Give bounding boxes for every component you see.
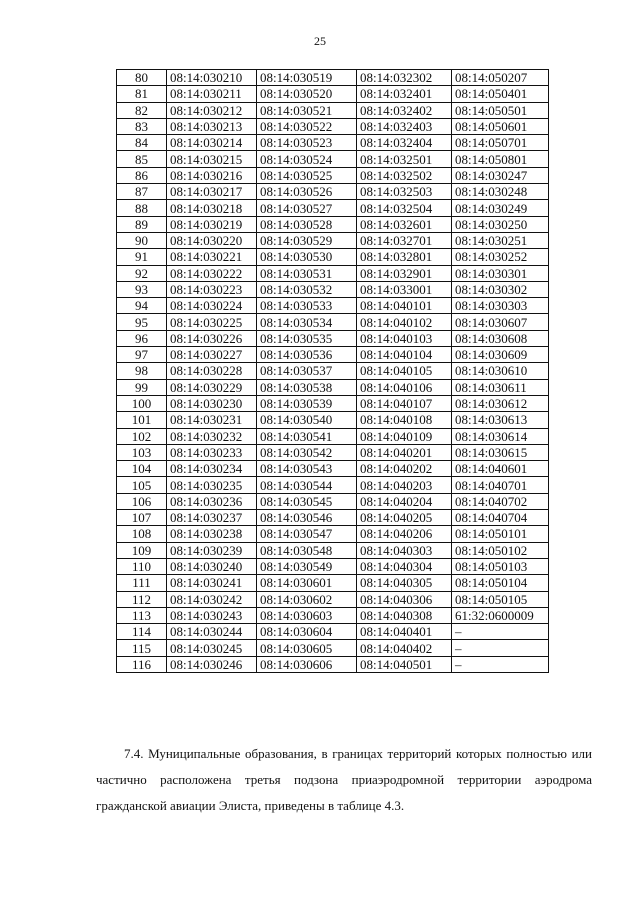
cadastral-cell: 08:14:030212 (167, 102, 257, 118)
cadastral-cell: 08:14:030243 (167, 607, 257, 623)
cadastral-cell: 08:14:030540 (257, 412, 357, 428)
cadastral-cell: 08:14:030545 (257, 493, 357, 509)
table-row (117, 526, 549, 542)
cadastral-cell: 08:14:030247 (452, 167, 549, 183)
table-row (117, 412, 549, 428)
row-number-cell: 107 (117, 510, 167, 526)
table-row (117, 395, 549, 411)
cadastral-cell: 08:14:030239 (167, 542, 257, 558)
cadastral-cell: 08:14:040701 (452, 477, 549, 493)
cadastral-cell: 08:14:032402 (357, 102, 452, 118)
cadastral-cell: 08:14:030607 (452, 314, 549, 330)
cadastral-cell: 08:14:030223 (167, 281, 257, 297)
table-row (117, 167, 549, 183)
cadastral-cell: – (452, 624, 549, 640)
cadastral-cell: 08:14:050102 (452, 542, 549, 558)
cadastral-cell: 08:14:030615 (452, 444, 549, 460)
cadastral-cell: 08:14:030538 (257, 379, 357, 395)
cadastral-cell: 08:14:032502 (357, 167, 452, 183)
cadastral-cell: 08:14:030245 (167, 640, 257, 656)
cadastral-cell: 08:14:032404 (357, 135, 452, 151)
row-number-cell: 98 (117, 363, 167, 379)
cadastral-cell: – (452, 640, 549, 656)
table-row (117, 200, 549, 216)
cadastral-cell: 08:14:033001 (357, 281, 452, 297)
cadastral-cell: 08:14:030248 (452, 184, 549, 200)
table-row (117, 591, 549, 607)
cadastral-cell: 08:14:030601 (257, 575, 357, 591)
cadastral-cell: 08:14:040104 (357, 347, 452, 363)
cadastral-cell: 08:14:030613 (452, 412, 549, 428)
row-number-cell: 113 (117, 607, 167, 623)
cadastral-cell: 08:14:030232 (167, 428, 257, 444)
cadastral-cell: 08:14:040303 (357, 542, 452, 558)
cadastral-cell: 08:14:030301 (452, 265, 549, 281)
cadastral-cell: 08:14:030214 (167, 135, 257, 151)
cadastral-cell: 08:14:030228 (167, 363, 257, 379)
cadastral-cell: 08:14:030213 (167, 118, 257, 134)
cadastral-cell: 08:14:032801 (357, 249, 452, 265)
cadastral-cell: 08:14:030605 (257, 640, 357, 656)
row-number-cell: 101 (117, 412, 167, 428)
table-row (117, 493, 549, 509)
row-number-cell: 82 (117, 102, 167, 118)
table-row (117, 314, 549, 330)
row-number-cell: 81 (117, 86, 167, 102)
cadastral-cell: 08:14:050207 (452, 70, 549, 86)
cadastral-cell: 08:14:030608 (452, 330, 549, 346)
cadastral-cell: 08:14:030602 (257, 591, 357, 607)
row-number-cell: 97 (117, 347, 167, 363)
cadastral-cell: 08:14:040402 (357, 640, 452, 656)
cadastral-cell: 08:14:030610 (452, 363, 549, 379)
cadastral-cell: 08:14:032601 (357, 216, 452, 232)
cadastral-cell: 08:14:030537 (257, 363, 357, 379)
cadastral-cell: 08:14:030237 (167, 510, 257, 526)
cadastral-cell: 08:14:030548 (257, 542, 357, 558)
row-number-cell: 83 (117, 118, 167, 134)
table-row (117, 102, 549, 118)
cadastral-cell: 08:14:040305 (357, 575, 452, 591)
row-number-cell: 114 (117, 624, 167, 640)
table-row (117, 379, 549, 395)
cadastral-cell: 08:14:030547 (257, 526, 357, 542)
cadastral-cell: 08:14:032501 (357, 151, 452, 167)
cadastral-cell: 08:14:030604 (257, 624, 357, 640)
cadastral-cell: 08:14:050501 (452, 102, 549, 118)
cadastral-cell: 08:14:040203 (357, 477, 452, 493)
cadastral-cell: 08:14:030231 (167, 412, 257, 428)
table-row (117, 298, 549, 314)
cadastral-cell: 08:14:040501 (357, 656, 452, 672)
cadastral-cell: 08:14:030215 (167, 151, 257, 167)
cadastral-cell: 08:14:040108 (357, 412, 452, 428)
cadastral-cell: 08:14:030609 (452, 347, 549, 363)
cadastral-cell: 08:14:030230 (167, 395, 257, 411)
table-row (117, 232, 549, 248)
cadastral-cell: 08:14:030211 (167, 86, 257, 102)
table-row (117, 510, 549, 526)
cadastral-cell: 08:14:030225 (167, 314, 257, 330)
table-row (117, 624, 549, 640)
cadastral-cell: 08:14:030216 (167, 167, 257, 183)
cadastral-cell: 08:14:030227 (167, 347, 257, 363)
cadastral-cell: 08:14:040101 (357, 298, 452, 314)
table-row (117, 151, 549, 167)
page-number: 25 (314, 34, 326, 48)
table-row (117, 542, 549, 558)
cadastral-cell: 08:14:030535 (257, 330, 357, 346)
table-row (117, 265, 549, 281)
cadastral-cell: 08:14:030532 (257, 281, 357, 297)
cadastral-cell: 08:14:040202 (357, 461, 452, 477)
cadastral-cell: 08:14:030220 (167, 232, 257, 248)
cadastral-cell: 08:14:030526 (257, 184, 357, 200)
row-number-cell: 92 (117, 265, 167, 281)
row-number-cell: 110 (117, 558, 167, 574)
row-number-cell: 115 (117, 640, 167, 656)
cadastral-cell: 08:14:030233 (167, 444, 257, 460)
cadastral-cell: 08:14:030302 (452, 281, 549, 297)
cadastral-cell: 08:14:030528 (257, 216, 357, 232)
row-number-cell: 91 (117, 249, 167, 265)
table-row (117, 281, 549, 297)
cadastral-cell: 08:14:030614 (452, 428, 549, 444)
cadastral-cell: 08:14:030250 (452, 216, 549, 232)
table-row (117, 249, 549, 265)
cadastral-cell: 08:14:040107 (357, 395, 452, 411)
cadastral-cell: 08:14:030222 (167, 265, 257, 281)
cadastral-cell: 08:14:030603 (257, 607, 357, 623)
table-row (117, 656, 549, 672)
row-number-cell: 106 (117, 493, 167, 509)
cadastral-cell: 08:14:040601 (452, 461, 549, 477)
row-number-cell: 88 (117, 200, 167, 216)
table-row (117, 558, 549, 574)
row-number-cell: 84 (117, 135, 167, 151)
cadastral-cell: 08:14:030241 (167, 575, 257, 591)
cadastral-cell: 08:14:030252 (452, 249, 549, 265)
table-row (117, 135, 549, 151)
cadastral-cell: 08:14:030229 (167, 379, 257, 395)
cadastral-cell: 08:14:030217 (167, 184, 257, 200)
row-number-cell: 102 (117, 428, 167, 444)
cadastral-cell: 08:14:050104 (452, 575, 549, 591)
cadastral-cell: 08:14:030238 (167, 526, 257, 542)
table-row (117, 444, 549, 460)
row-number-cell: 116 (117, 656, 167, 672)
cadastral-cell: 61:32:0600009 (452, 607, 549, 623)
cadastral-cell: 08:14:040704 (452, 510, 549, 526)
cadastral-table (116, 69, 549, 673)
cadastral-cell: 08:14:030242 (167, 591, 257, 607)
table-row (117, 640, 549, 656)
cadastral-cell: 08:14:040106 (357, 379, 452, 395)
table-row (117, 428, 549, 444)
cadastral-cell: 08:14:030541 (257, 428, 357, 444)
cadastral-cell: 08:14:030251 (452, 232, 549, 248)
row-number-cell: 112 (117, 591, 167, 607)
row-number-cell: 103 (117, 444, 167, 460)
cadastral-cell: 08:14:030534 (257, 314, 357, 330)
table-body (117, 70, 549, 673)
cadastral-cell: 08:14:030249 (452, 200, 549, 216)
row-number-cell: 105 (117, 477, 167, 493)
cadastral-cell: 08:14:030524 (257, 151, 357, 167)
cadastral-cell: 08:14:030236 (167, 493, 257, 509)
cadastral-cell: 08:14:030522 (257, 118, 357, 134)
cadastral-cell: 08:14:040105 (357, 363, 452, 379)
cadastral-cell: 08:14:030235 (167, 477, 257, 493)
cadastral-cell: 08:14:040103 (357, 330, 452, 346)
table-row (117, 461, 549, 477)
cadastral-cell: 08:14:032403 (357, 118, 452, 134)
row-number-cell: 93 (117, 281, 167, 297)
cadastral-cell: 08:14:030546 (257, 510, 357, 526)
row-number-cell: 104 (117, 461, 167, 477)
table-row (117, 330, 549, 346)
cadastral-cell: 08:14:040702 (452, 493, 549, 509)
row-number-cell: 90 (117, 232, 167, 248)
cadastral-cell: 08:14:032302 (357, 70, 452, 86)
cadastral-cell: 08:14:050105 (452, 591, 549, 607)
row-number-cell: 96 (117, 330, 167, 346)
cadastral-cell: 08:14:030544 (257, 477, 357, 493)
row-number-cell: 94 (117, 298, 167, 314)
cadastral-cell: 08:14:030527 (257, 200, 357, 216)
cadastral-cell: 08:14:030303 (452, 298, 549, 314)
cadastral-cell: 08:14:040304 (357, 558, 452, 574)
cadastral-cell: 08:14:030549 (257, 558, 357, 574)
row-number-cell: 87 (117, 184, 167, 200)
cadastral-cell: 08:14:032401 (357, 86, 452, 102)
cadastral-cell: 08:14:032504 (357, 200, 452, 216)
row-number-cell: 95 (117, 314, 167, 330)
cadastral-cell: 08:14:030520 (257, 86, 357, 102)
row-number-cell: 100 (117, 395, 167, 411)
cadastral-cell: 08:14:032503 (357, 184, 452, 200)
cadastral-cell: 08:14:030539 (257, 395, 357, 411)
cadastral-cell: 08:14:030246 (167, 656, 257, 672)
cadastral-cell: 08:14:040205 (357, 510, 452, 526)
cadastral-cell: 08:14:030240 (167, 558, 257, 574)
cadastral-cell: 08:14:030542 (257, 444, 357, 460)
cadastral-cell: 08:14:040204 (357, 493, 452, 509)
cadastral-cell: 08:14:050401 (452, 86, 549, 102)
row-number-cell: 111 (117, 575, 167, 591)
cadastral-cell: 08:14:030221 (167, 249, 257, 265)
cadastral-cell: – (452, 656, 549, 672)
cadastral-cell: 08:14:050101 (452, 526, 549, 542)
cadastral-cell: 08:14:030531 (257, 265, 357, 281)
cadastral-cell: 08:14:030612 (452, 395, 549, 411)
cadastral-cell: 08:14:030218 (167, 200, 257, 216)
table-row (117, 477, 549, 493)
cadastral-cell: 08:14:040308 (357, 607, 452, 623)
cadastral-cell: 08:14:032701 (357, 232, 452, 248)
table-row (117, 363, 549, 379)
table-row (117, 347, 549, 363)
table-row (117, 575, 549, 591)
cadastral-cell: 08:14:030611 (452, 379, 549, 395)
cadastral-cell: 08:14:030529 (257, 232, 357, 248)
cadastral-cell: 08:14:030525 (257, 167, 357, 183)
cadastral-cell: 08:14:030543 (257, 461, 357, 477)
cadastral-cell: 08:14:050701 (452, 135, 549, 151)
cadastral-cell: 08:14:030234 (167, 461, 257, 477)
cadastral-cell: 08:14:040206 (357, 526, 452, 542)
cadastral-cell: 08:14:050801 (452, 151, 549, 167)
cadastral-cell: 08:14:030533 (257, 298, 357, 314)
cadastral-cell: 08:14:030244 (167, 624, 257, 640)
cadastral-cell: 08:14:030210 (167, 70, 257, 86)
cadastral-cell: 08:14:030224 (167, 298, 257, 314)
table-row (117, 70, 549, 86)
section-paragraph: 7.4. Муниципальные образования, в границах территорий которых полностью или частично расположена третья подзона приаэродромной территории аэродрома гражданской авиации Элиста, приведены в таблице 4.3. (96, 746, 592, 813)
row-number-cell: 109 (117, 542, 167, 558)
cadastral-cell: 08:14:030521 (257, 102, 357, 118)
table-row (117, 86, 549, 102)
table-row (117, 118, 549, 134)
row-number-cell: 108 (117, 526, 167, 542)
row-number-cell: 85 (117, 151, 167, 167)
cadastral-cell: 08:14:040109 (357, 428, 452, 444)
cadastral-cell: 08:14:032901 (357, 265, 452, 281)
row-number-cell: 89 (117, 216, 167, 232)
cadastral-cell: 08:14:030519 (257, 70, 357, 86)
cadastral-cell: 08:14:040201 (357, 444, 452, 460)
cadastral-cell: 08:14:040401 (357, 624, 452, 640)
cadastral-cell: 08:14:040306 (357, 591, 452, 607)
row-number-cell: 80 (117, 70, 167, 86)
table-row (117, 184, 549, 200)
cadastral-cell: 08:14:030536 (257, 347, 357, 363)
cadastral-cell: 08:14:050601 (452, 118, 549, 134)
cadastral-cell: 08:14:040102 (357, 314, 452, 330)
table-row (117, 607, 549, 623)
cadastral-cell: 08:14:030606 (257, 656, 357, 672)
cadastral-cell: 08:14:030523 (257, 135, 357, 151)
row-number-cell: 86 (117, 167, 167, 183)
cadastral-cell: 08:14:030226 (167, 330, 257, 346)
cadastral-cell: 08:14:030219 (167, 216, 257, 232)
cadastral-cell: 08:14:030530 (257, 249, 357, 265)
table-row (117, 216, 549, 232)
cadastral-cell: 08:14:050103 (452, 558, 549, 574)
row-number-cell: 99 (117, 379, 167, 395)
